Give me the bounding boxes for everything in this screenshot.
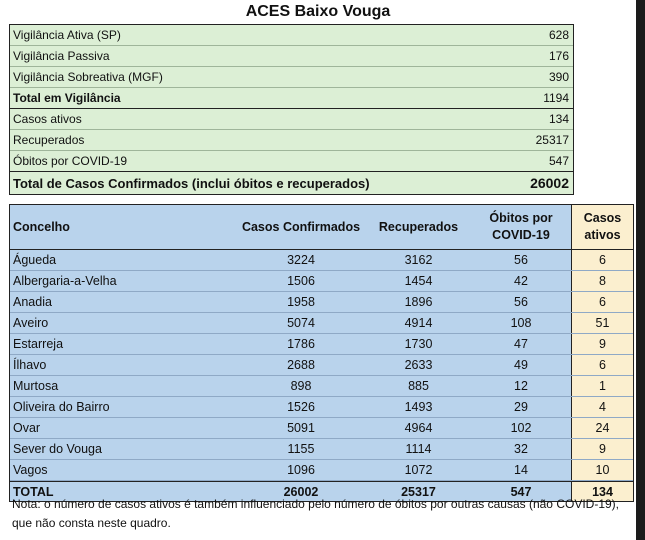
right-edge-bar xyxy=(636,0,645,540)
cell-recuperados: 885 xyxy=(408,379,429,393)
table-row xyxy=(10,376,633,397)
cell-concelho: Anadia xyxy=(13,295,52,309)
summary-row xyxy=(10,46,573,67)
summary-row xyxy=(10,151,573,172)
cell-ativos: 10 xyxy=(571,460,633,480)
cell-confirmados: 3224 xyxy=(287,253,315,267)
cell-concelho: Albergaria-a-Velha xyxy=(13,274,117,288)
cell-recuperados: 1072 xyxy=(404,463,433,477)
cell-confirmados: 2688 xyxy=(287,358,315,372)
cell-recuperados: 3162 xyxy=(404,253,433,267)
cell-obitos: 49 xyxy=(514,358,528,372)
table-row xyxy=(10,355,633,376)
table-row xyxy=(10,292,633,313)
cell-ativos: 1 xyxy=(571,376,633,396)
summary-row xyxy=(10,130,573,151)
summary-value: 390 xyxy=(548,70,569,84)
summary-total-row xyxy=(10,88,573,109)
summary-label: Total de Casos Confirmados (inclui óbitos e recuperados) xyxy=(13,175,370,191)
cell-obitos: 12 xyxy=(514,379,528,393)
header-ativos-line2: ativos xyxy=(584,228,621,242)
cell-obitos: 14 xyxy=(514,463,528,477)
cell-confirmados: 1506 xyxy=(287,274,315,288)
cell-confirmados: 1096 xyxy=(287,463,315,477)
summary-value: 1194 xyxy=(543,91,569,105)
cell-obitos: 47 xyxy=(514,337,528,351)
cell-obitos: 108 xyxy=(510,316,532,330)
summary-label: Óbitos por COVID-19 xyxy=(13,154,128,168)
table-row xyxy=(10,334,633,355)
summary-row xyxy=(10,109,573,130)
table-row xyxy=(10,250,633,271)
cell-ativos: 6 xyxy=(571,355,633,375)
cell-recuperados: 1454 xyxy=(404,274,433,288)
header-ativos-line1: Casos xyxy=(583,211,622,225)
header-ativos xyxy=(571,205,633,249)
cell-recuperados: 2633 xyxy=(404,358,433,372)
summary-value: 628 xyxy=(548,28,569,42)
cell-obitos: 42 xyxy=(514,274,528,288)
summary-value: 25317 xyxy=(535,133,569,147)
summary-value: 134 xyxy=(548,112,569,126)
cell-concelho: Murtosa xyxy=(13,379,59,393)
cell-obitos: 29 xyxy=(514,400,528,414)
cell-ativos: 8 xyxy=(571,271,633,291)
cell-ativos: 51 xyxy=(571,313,633,333)
cell-recuperados: 1896 xyxy=(404,295,433,309)
header-obitos xyxy=(471,210,571,244)
summary-value: 547 xyxy=(548,154,569,168)
table-row xyxy=(10,439,633,460)
total-recuperados: 25317 xyxy=(401,484,436,499)
summary-table xyxy=(9,24,574,195)
table-row xyxy=(10,313,633,334)
cell-recuperados: 4914 xyxy=(404,316,433,330)
cell-concelho: Estarreja xyxy=(13,337,64,351)
total-ativos: 134 xyxy=(571,482,633,501)
total-obitos: 547 xyxy=(510,484,532,499)
cell-confirmados: 1786 xyxy=(287,337,315,351)
header-obitos-line1: Óbitos por xyxy=(489,211,553,225)
cell-concelho: Ovar xyxy=(13,421,41,435)
summary-row xyxy=(10,67,573,88)
cell-obitos: 56 xyxy=(514,295,528,309)
table-header-row xyxy=(10,205,633,250)
cell-recuperados: 4964 xyxy=(404,421,433,435)
total-label: TOTAL xyxy=(13,484,54,499)
summary-label: Total em Vigilância xyxy=(13,91,121,105)
cell-concelho: Sever do Vouga xyxy=(13,442,102,456)
total-confirmados: 26002 xyxy=(283,484,319,499)
summary-label: Recuperados xyxy=(13,133,85,147)
summary-row xyxy=(10,25,573,46)
cell-concelho: Águeda xyxy=(13,253,57,267)
page-title: ACES Baixo Vouga xyxy=(245,3,391,20)
summary-value: 176 xyxy=(548,49,569,63)
table-row xyxy=(10,271,633,292)
cell-obitos: 102 xyxy=(510,421,532,435)
table-row xyxy=(10,418,633,439)
cell-ativos: 24 xyxy=(571,418,633,438)
cell-concelho: Ílhavo xyxy=(13,358,47,372)
cell-confirmados: 5091 xyxy=(287,421,315,435)
table-row xyxy=(10,460,633,481)
summary-label: Casos ativos xyxy=(13,112,82,126)
cell-concelho: Oliveira do Bairro xyxy=(13,400,110,414)
header-recuperados: Recuperados xyxy=(378,220,459,234)
cell-concelho: Aveiro xyxy=(13,316,49,330)
summary-value: 26002 xyxy=(530,175,569,191)
concelho-table xyxy=(9,204,634,502)
cell-confirmados: 5074 xyxy=(287,316,315,330)
footnote: Nota: o número de casos ativos é também influenciado pelo número de óbitos por outras causas (não COVID-19), que não consta neste quadro. xyxy=(12,497,619,530)
cell-confirmados: 898 xyxy=(290,379,312,393)
header-obitos-line2: COVID-19 xyxy=(492,228,550,242)
cell-confirmados: 1526 xyxy=(287,400,315,414)
summary-label: Vigilância Sobreativa (MGF) xyxy=(13,70,163,84)
cell-ativos: 6 xyxy=(571,292,633,312)
summary-label: Vigilância Passiva xyxy=(13,49,110,63)
cell-ativos: 4 xyxy=(571,397,633,417)
cell-recuperados: 1730 xyxy=(404,337,433,351)
table-row xyxy=(10,397,633,418)
cell-ativos: 9 xyxy=(571,439,633,459)
header-confirmados: Casos Confirmados xyxy=(241,220,361,234)
cell-obitos: 32 xyxy=(514,442,528,456)
cell-ativos: 6 xyxy=(571,250,633,270)
cell-obitos: 56 xyxy=(514,253,528,267)
header-concelho: Concelho xyxy=(13,220,70,234)
cell-ativos: 9 xyxy=(571,334,633,354)
cell-confirmados: 1958 xyxy=(287,295,315,309)
cell-concelho: Vagos xyxy=(13,463,48,477)
summary-label: Vigilância Ativa (SP) xyxy=(13,28,121,42)
cell-recuperados: 1493 xyxy=(404,400,433,414)
summary-grand-total-row xyxy=(10,172,573,194)
cell-confirmados: 1155 xyxy=(287,442,315,456)
cell-recuperados: 1114 xyxy=(405,442,432,456)
